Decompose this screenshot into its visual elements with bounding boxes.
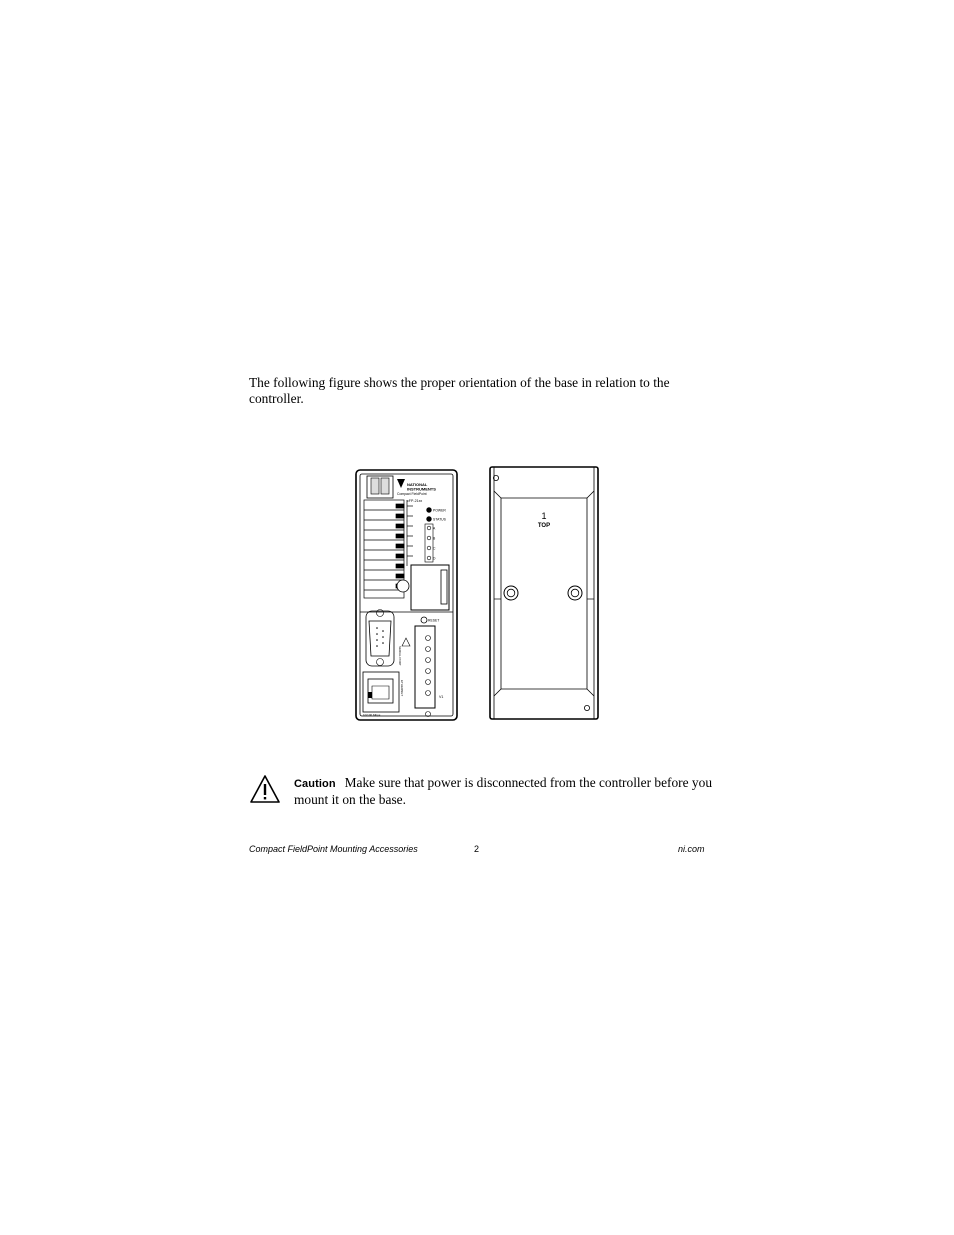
led-status-label: STATUS <box>433 517 446 522</box>
power-v1-label: V1 <box>439 695 444 699</box>
led-c-label: C <box>433 546 436 551</box>
body-paragraph: The following figure shows the proper orientation of the base in relation to the controller. <box>249 375 670 406</box>
footer-page-number: 2 <box>474 844 480 854</box>
brand-line1: NATIONAL <box>407 482 428 487</box>
led-a-label: A <box>433 526 436 531</box>
callout-number: 1 <box>541 511 547 521</box>
led-power-label: POWER <box>433 508 446 513</box>
reset-label: RESET <box>428 618 440 623</box>
ethernet-label: ETHERNET <box>400 680 404 697</box>
caution-warning-icon <box>249 774 281 804</box>
caution-note <box>294 775 714 808</box>
controller-drawing <box>356 470 457 720</box>
model-label: cFP-21xx <box>407 499 423 503</box>
top-label: TOP <box>537 523 551 529</box>
controller-base-orientation-figure <box>355 466 601 722</box>
footer-title: Compact FieldPoint Mounting Accessories <box>249 844 418 854</box>
brand-line2: INSTRUMENTS <box>407 486 436 492</box>
product-line: Compact FieldPoint <box>397 492 427 496</box>
caution-label: Caution <box>294 778 336 790</box>
speed-label: 10/100 Mbps <box>363 713 381 717</box>
serial-port-label: SERIAL PORT <box>398 646 402 666</box>
caution-text: Make sure that power is disconnected from the controller before you mount it on the base. <box>294 775 713 807</box>
led-b-label: B <box>433 536 436 541</box>
led-d-label: D <box>433 556 436 561</box>
footer-site: ni.com <box>678 844 705 854</box>
base-drawing <box>490 467 598 719</box>
